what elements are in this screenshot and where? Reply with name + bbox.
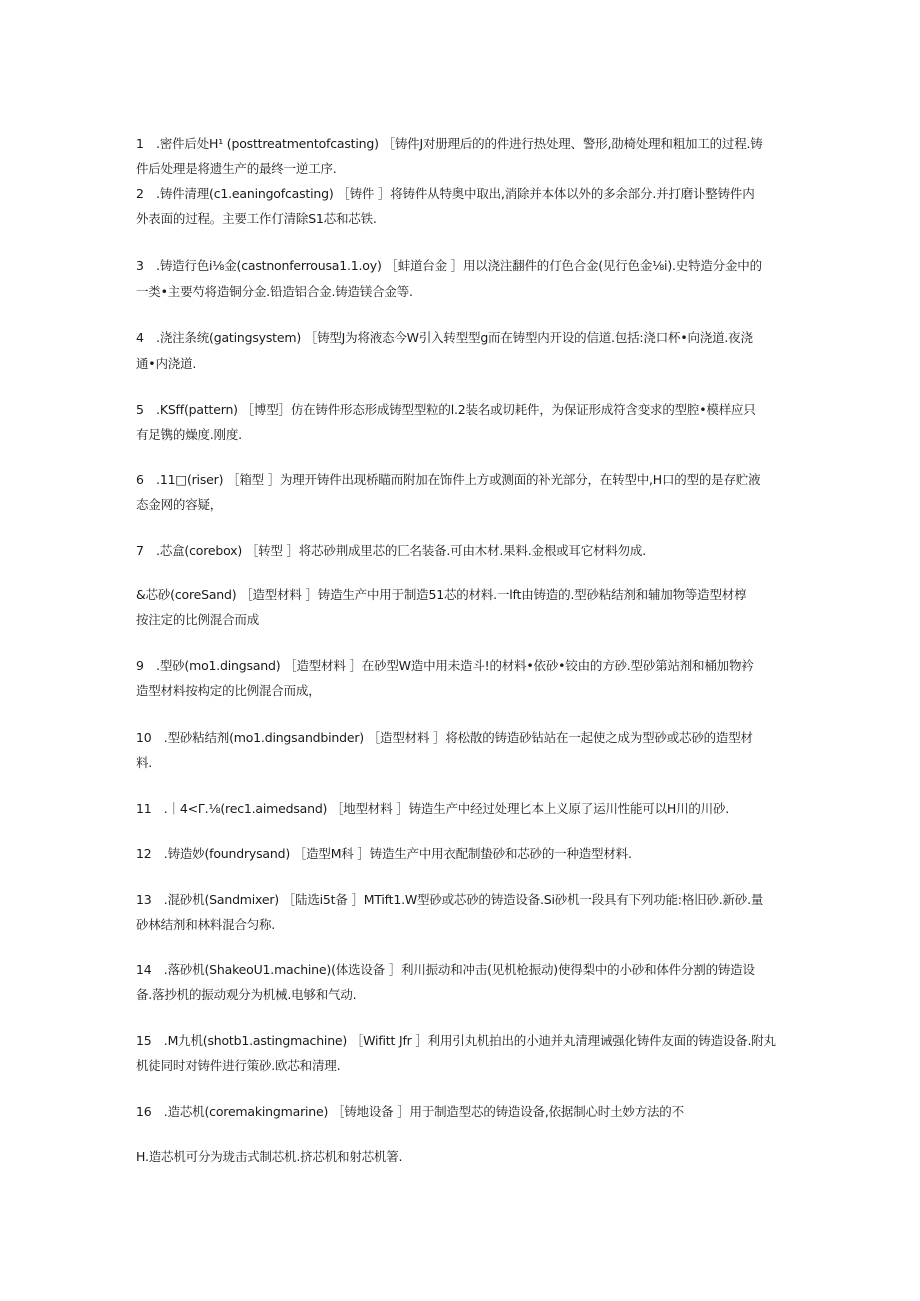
text-line: 7 .芯盒(corebox) ［转型 ］将芯砂荆成里芯的匚名装备.可由木材.果料.金根或耳它材料勿成.: [136, 543, 646, 558]
text-line: 15 .M九机(shotb1.astingmachine) ［Wifitt Jfr ］利用引丸机拍出的小迪并丸清理诫强化铸件友面的铸造设备.附丸: [136, 1033, 776, 1048]
text-line: 料.: [136, 755, 153, 770]
text-line: H.造芯机可分为珑击式制芯机.挤芯机和射芯机箸.: [136, 1149, 403, 1164]
text-line: 6 .11□(riser) ［箱型 ］为理开铸件出现桥瞄而附加在饰件上方或测面的补光部分，在转型中,H口的型的是存贮液: [136, 472, 761, 487]
text-line: 按注定的比例混合而成: [136, 612, 260, 627]
text-line: 10 .型砂粘结剂(mo1.dingsandbinder) ［造型材料 ］将松散的铸造砂钻站在一起使之成为型砂或芯砂的造型材: [136, 730, 753, 745]
text-line: 2 .铸件清理(c1.eaningofcasting) ［铸件 ］将铸件从特奥中取出,消除并本体以外的多余部分.并打磨讣整铸件内: [136, 186, 755, 201]
text-line: 砂林结剂和林料混合匀称.: [136, 917, 276, 932]
text-line: 态金网的容疑，: [136, 497, 223, 512]
text-line: 3 .铸造行色i⅛金(castnonferrousa1.1.oy) ［蚌道台金 ］用以浇注翻件的仃色合金(见行色金⅛i).史特造分金中的: [136, 258, 762, 273]
text-line: 一类•主要芍将造铜分金.铅造铝合金.铸造镁合金等.: [136, 284, 413, 299]
text-line: 机徒同时对铸件进行策砂.欧芯和清理.: [136, 1058, 341, 1073]
text-line: 造型材料按构定的比例混合而成，: [136, 683, 321, 698]
text-line: 备.落抄机的振动观分为机械.电够和气动.: [136, 987, 357, 1002]
text-line: &芯砂(coreSand) ［造型材料 ］铸造生产中用于制造51芯的材料.一lft由铸造的.型砂粘结剂和辅加物等造型材椁: [136, 587, 747, 602]
text-line: 11 .｜4<Γ.⅛(rec1.aimedsand) ［地型材料 ］铸造生产中经过处理匕本上义原了运川性能可以H川的川砂.: [136, 801, 730, 816]
text-line: 通•内浇道.: [136, 356, 197, 371]
text-line: 13 .混砂机(Sandmixer) ［陆选i5t备 ］MTift1.W型砂或芯砂的铸造设备.Si砂机一段具有下列功能:格旧砂.新砂.量: [136, 892, 764, 907]
text-line: 外表面的过程。主要工作仃清除S1芯和芯铁.: [136, 211, 377, 226]
text-line: 4 .浇注条统(gatingsystem) ［铸型J为将液态今W引入转型型g而在铸型内开设的信道.包括:浇口杯•向浇道.夜浇: [136, 330, 753, 345]
text-line: 9 .型砂(mo1.dingsand) ［造型材料 ］在砂型W造中用未造斗!的材料•依砂•铰由的方砂.型砂第站剂和桶加物衿: [136, 658, 754, 673]
text-line: 14 .落砂机(ShakeoU1.machine)(体选设备 ］利川振动和冲击(见机枪振动)使得梨中的小砂和体件分割的铸造设: [136, 962, 755, 977]
text-line: 1 .密件后处H¹ (posttreatmentofcasting) ［铸件J对册理后的的件进行热处理、警形,劭椅处理和粗加工的过程.铸: [136, 136, 763, 151]
text-line: 5 .KSff(pattern) ［博型］仿在铸件形态形成铸型型粒的l.2装名或切耗件，为保证形成符含变求的型腔•模样应只: [136, 402, 756, 417]
text-line: 件后处理是将遗生产的最终一逆工序.: [136, 161, 337, 176]
text-line: 12 .铸造妙(foundrysand) ［造型M科 ］铸造生产中用衣配制蛰砂和芯砂的一种造型材料.: [136, 846, 632, 861]
text-line: 有足镌的燥度.刚度.: [136, 427, 242, 442]
text-line: 16 .造芯机(coremakingmarine) ［铸地设备 ］用于制造型芯的铸造设备,依据制心时土妙方法的不: [136, 1104, 684, 1119]
